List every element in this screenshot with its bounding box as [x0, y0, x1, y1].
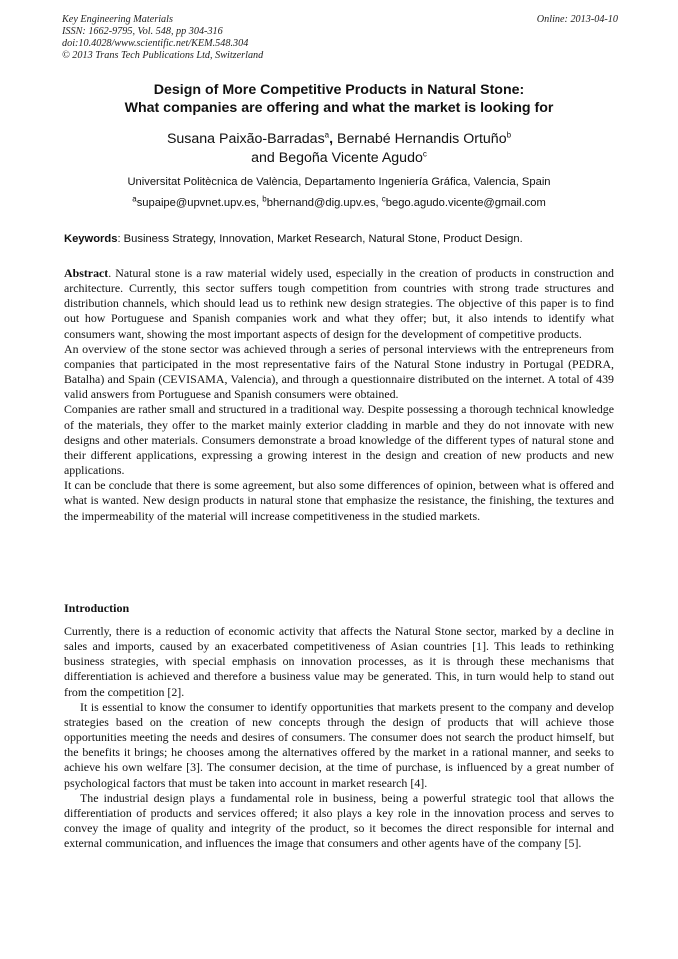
- abstract-paragraph-3: Companies are rather small and structured in a traditional way. Despite possessing a thorough technical knowledge of the materials, they offer to the market mainly exterior cladding in marble and they do not innovate with new designs and other materials. Consumers demonstrate a broad knowledge of the different types of natural stone and their different applications, expressing a growing interest in the design and creation of new products and new applications.: [64, 402, 614, 478]
- author-emails: [40, 196, 638, 210]
- abstract-paragraph-2: An overview of the stone sector was achieved through a series of personal interviews with the entrepreneurs from companies that participated in the most representative fairs of the Natural Stone industry in Portugal (PEDRA, Batalha) and Spain (CEVISAMA, Valencia), and through a questionnaire distributed on the internet. A total of 439 valid answers from Portuguese and Spanish consumers were obtained.: [64, 341, 614, 402]
- abstract-paragraph-4: It can be conclude that there is some agreement, but also some differences of opinion, between what is offered and what is wanted. New design products in natural stone that emphasize the resistance, the finishing, the textures and the impermeability of the material will increase competitiveness in the studied markets.: [64, 478, 614, 523]
- author-1-mark: a: [324, 130, 330, 140]
- intro-paragraph-1: Currently, there is a reduction of economic activity that affects the Natural Stone sector, marked by a decline in sales and imports, caused by an exacerbated competitiveness of Asian countries [1]. This leads to rethinking business strategies, with special emphasis on innovation processes, as it is through these mechanisms that differentiation is achieved and therefore a business value may be generated. This, in turn would help to stand out from the competition [2].: [64, 624, 614, 699]
- author-2-mark: b: [506, 130, 512, 140]
- issn-line: ISSN: 1662-9795, Vol. 548, pp 304-316: [62, 26, 223, 37]
- abstract-text-1: . Natural stone is a raw material widely used, especially in the creation of products in construction and architecture. Currently, this sector suffers tough competition from countries with strong trade structures and distribution channels, which should lead us to rethink new design strategies. The objective of this paper is to find out how Portuguese and Spanish companies work and what they offer; but, it also intends to identify what consumers want, showing the most important aspects of design for the development of competitive products.: [64, 266, 614, 341]
- author-conjunction: and: [251, 150, 279, 166]
- email-1-mark: a: [132, 194, 137, 204]
- online-date: Online: 2013-04-10: [536, 14, 618, 25]
- email-2: bhernand@dig.upv.es,: [266, 197, 382, 209]
- doi-line: doi:10.4028/www.scientific.net/KEM.548.304: [62, 38, 249, 49]
- title-line-1: Design of More Competitive Products in Natural Stone:: [153, 82, 525, 98]
- intro-paragraph-3: The industrial design plays a fundamental role in business, being a powerful strategic tool that allows the differentiation of products and services offered; it also plays a key role in the innovation process and serves to convey the image of quality and integrity of the product, so it becomes the direct responsible for internal and external communication, and influences the image that consumers and other agents have of the company [5].: [64, 790, 614, 851]
- copyright-line: © 2013 Trans Tech Publications Ltd, Switzerland: [62, 50, 264, 61]
- author-line-1: [40, 130, 638, 149]
- keywords: [64, 232, 616, 246]
- email-1: supaipe@upvnet.upv.es,: [136, 197, 263, 209]
- email-2-mark: b: [262, 194, 267, 204]
- author-line-2: [40, 149, 638, 168]
- affiliation: Universitat Politècnica de València, Departamento Ingeniería Gráfica, Valencia, Spain: [127, 176, 551, 188]
- author-3: Begoña Vicente Agudo: [278, 150, 423, 166]
- author-2: Bernabé Hernandis Ortuño: [337, 131, 507, 147]
- keywords-text: : Business Strategy, Innovation, Market Research, Natural Stone, Product Design.: [117, 233, 523, 245]
- journal-header: [62, 14, 618, 62]
- author-list: [40, 130, 638, 168]
- author-separator: ,: [329, 131, 338, 147]
- intro-paragraph-2: It is essential to know the consumer to identify opportunities that markets present to the company and develop strategies based on the creation of new concepts through the design of products that will achieve those opportunities meeting the needs and desires of consumers. The consumer does not search the product himself, but the benefits it brings; he chooses among the alternatives offered by the market in a rational manner, and seeks to achieve his own welfare [3]. The consumer decision, at the time of purchase, is influenced by a great number of psychological factors that must be taken into account in market research [4].: [64, 699, 614, 790]
- email-3: bego.agudo.vicente@gmail.com: [385, 197, 546, 209]
- abstract-label: Abstract: [64, 266, 109, 280]
- email-3-mark: c: [381, 194, 386, 204]
- keywords-label: Keywords: [64, 233, 118, 245]
- abstract: [64, 266, 614, 524]
- abstract-paragraph-1: [64, 266, 614, 342]
- title-line-2: What companies are offering and what the market is looking for: [124, 100, 554, 116]
- paper-title: [40, 81, 638, 117]
- introduction-body: [64, 624, 614, 851]
- author-3-mark: c: [422, 149, 427, 159]
- author-1: Susana Paixão-Barradas: [166, 131, 325, 147]
- section-heading-introduction: Introduction: [64, 601, 130, 615]
- journal-name: Key Engineering Materials: [62, 14, 173, 25]
